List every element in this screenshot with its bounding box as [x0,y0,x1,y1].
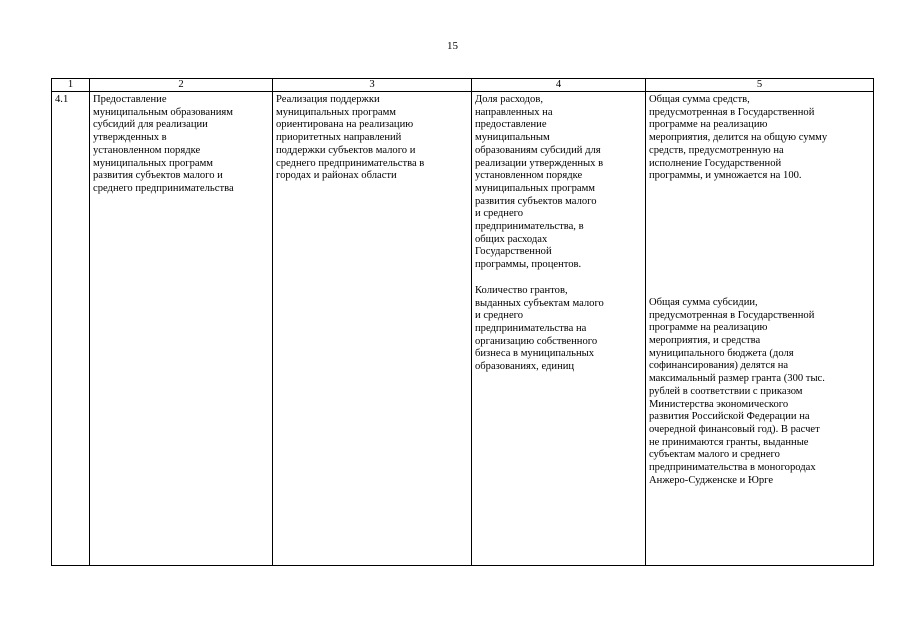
header-cell-5: 5 [646,79,874,92]
header-cell-3: 3 [273,79,472,92]
page-number: 15 [447,40,458,52]
table-header-row [52,79,874,92]
header-cell-2: 2 [90,79,273,92]
table-row [52,92,874,566]
result-cell [273,92,472,566]
indicators-table [51,78,874,566]
result-text: Реализация поддержки муниципальных программ ориентирована на реализацию приоритетных направлений поддержки субъектов малого и среднего предпринимательства в городах и районах области [276,94,425,182]
method-share-text: Общая сумма средств, предусмотренная в Государственной программе на реализацию мероприятия, делится на общую сумму средств, предусмотренную на исполнение Государственной программы, и умножается на 100. [649,94,828,182]
measure-text: Предоставление муниципальным образованиям субсидий для реализации утвержденных в установленном порядке муниципальных программ развития субъектов малого и среднего предпринимательства [93,94,234,194]
indicators-cell [472,92,646,566]
header-cell-1: 1 [52,79,90,92]
methods-cell [646,92,874,566]
method-grants-text: Общая сумма субсидии, предусмотренная в Государственной программе на реализацию мероприятия, и средства муниципального бюджета (доля софинансирования) делятся на максимальный размер гранта (300 тыс. рублей в соответствии с приказом Министерства экономического развития Российской Федерации на очередной финансовый год). В расчет не принимаются гранты, выданные субъектам малого и среднего предпринимательства в моногородах Анжеро-Судженске и Юрге [649,296,825,486]
indicator-spacer [475,272,642,285]
header-cell-4: 4 [472,79,646,92]
measure-cell [90,92,273,566]
row-number-cell: 4.1 [52,92,90,566]
method-spacer [649,183,870,297]
indicator-share-text: Доля расходов, направленных на предоставление муниципальным образованиям субсидий для реализации утвержденных в установленном порядке муниципальных программ развития субъектов малого и среднего предпринимательства, в общих расходах Государственной программы, процентов. [475,94,604,271]
indicator-grants-text: Количество грантов, выданных субъектам малого и среднего предпринимательства на организацию собственного бизнеса в муниципальных образованиях, единиц [475,284,604,373]
